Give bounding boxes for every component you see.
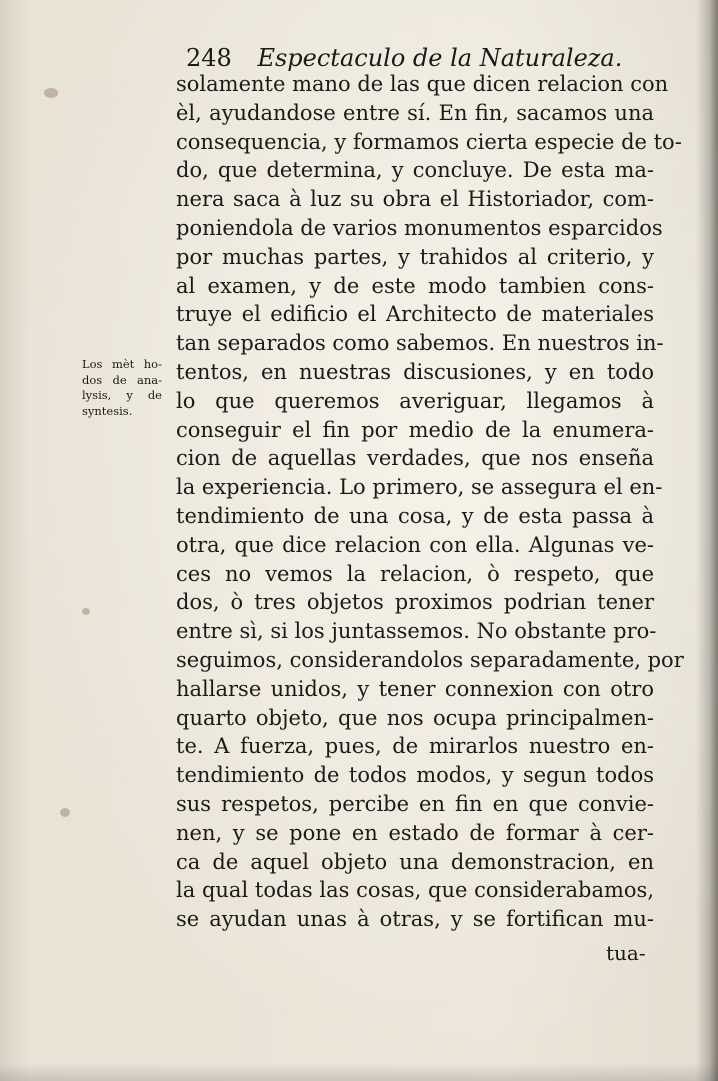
text-line: hallarse unidos, y tener connexion con otro xyxy=(176,676,654,701)
text-line: nera saca à luz su obra el Historiador, com- xyxy=(176,187,654,212)
text-line: por muchas partes, y trahidos al criterio, y xyxy=(176,244,654,269)
text-line: solamente mano de las que dicen relacion con xyxy=(176,72,669,96)
running-title: Espectaculo de la Naturaleza. xyxy=(257,44,623,72)
body-text xyxy=(176,70,684,934)
text-line: cion de aquellas verdades, que nos enseña xyxy=(176,446,654,471)
text-line: tendimiento de todos modos, y segun todos xyxy=(176,763,654,788)
ink-blot-top-left xyxy=(44,88,58,98)
ink-blot-lower-left xyxy=(60,808,70,817)
text-line: quarto objeto, que nos ocupa principalmen- xyxy=(176,705,654,730)
text-line: sus respetos, percibe en fin en que convie- xyxy=(176,791,654,816)
text-line: do, que determina, y concluye. De esta ma- xyxy=(176,158,654,183)
text-line: tan separados como sabemos. En nuestros in- xyxy=(176,331,664,356)
text-line: seguimos, considerandolos separadamente, por xyxy=(176,647,684,672)
text-line: ca de aquel objeto una demonstracion, en xyxy=(176,849,654,874)
marginal-note-line: lysis, y de xyxy=(82,388,162,402)
text-line: nen, y se pone en estado de formar à cer- xyxy=(176,820,654,845)
text-line: la experiencia. Lo primero, se assegura el en- xyxy=(176,475,663,500)
page-bottom-shadow xyxy=(0,1063,718,1081)
text-line: te. A fuerza, pues, de mirarlos nuestro en- xyxy=(176,734,654,759)
text-line: tentos, en nuestras discusiones, y en todo xyxy=(176,359,654,384)
text-line: la qual todas las cosas, que considerabamos, xyxy=(176,878,654,903)
marginal-note-line: syntesis. xyxy=(82,403,133,418)
text-line: otra, que dice relacion con ella. Algunas ve- xyxy=(176,532,654,557)
text-line: lo que queremos averiguar, llegamos à xyxy=(176,388,654,413)
marginal-note-line: dos de ana- xyxy=(82,372,162,387)
marginal-note xyxy=(82,357,162,419)
text-line: dos, ò tres objetos proximos podrian tener xyxy=(176,590,654,615)
text-line: truye el edificio el Architecto de materiales xyxy=(176,302,654,327)
page-edge-shadow xyxy=(696,0,718,1081)
page-number: 248 xyxy=(186,44,232,72)
marginal-note-line: Los mèt ho- xyxy=(82,357,162,371)
text-line: conseguir el fin por medio de la enumera- xyxy=(176,417,654,442)
text-line: al examen, y de este modo tambien cons- xyxy=(176,273,654,298)
text-line: poniendola de varios monumentos esparcidos xyxy=(176,215,663,240)
ink-blot-mid-left xyxy=(82,608,90,615)
text-line: èl, ayudandose entre sí. En fin, sacamos una xyxy=(176,100,654,125)
text-line: consequencia, y formamos cierta especie de to- xyxy=(176,129,682,154)
text-line: ces no vemos la relacion, ò respeto, que xyxy=(176,561,654,586)
text-line: entre sì, si los juntassemos. No obstante pro- xyxy=(176,619,657,644)
text-line: se ayudan unas à otras, y se fortifican mu- xyxy=(176,907,654,932)
catchword: tua- xyxy=(606,941,646,965)
text-line: tendimiento de una cosa, y de esta passa à xyxy=(176,503,654,528)
